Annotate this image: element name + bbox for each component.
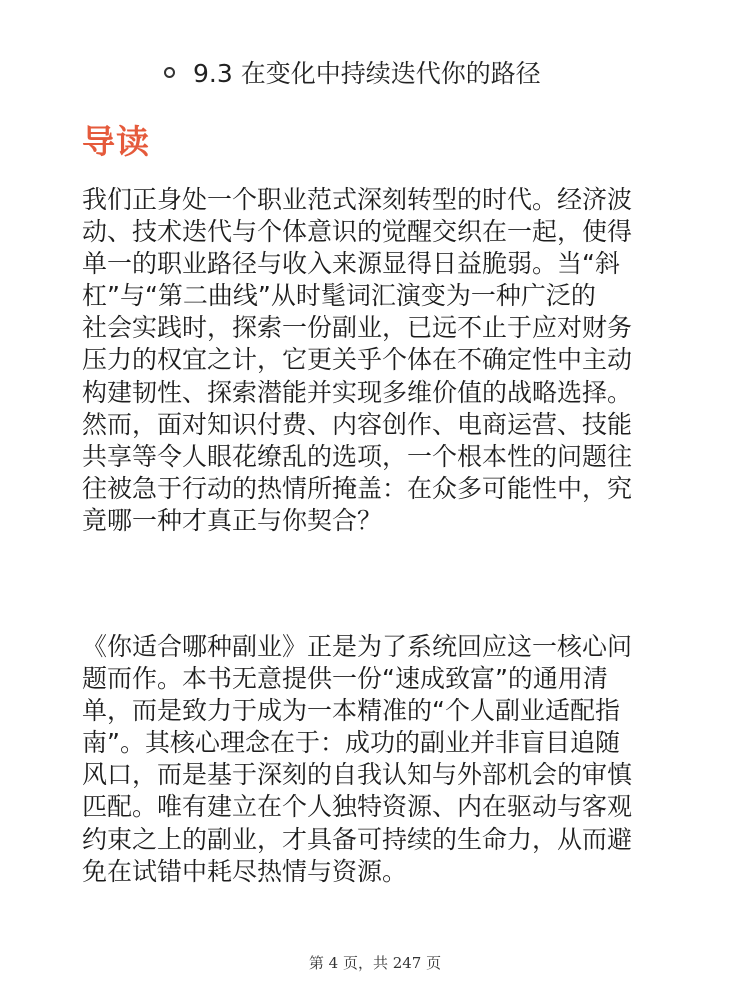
paragraph-line: 免在试错中耗尽热情与资源。 xyxy=(82,856,408,886)
paragraph-line: 构建韧性、探索潜能并实现多维价值的战略选择。 xyxy=(82,377,633,407)
paragraph-line: 风口，而是基于深刻的自我认知与外部机会的审慎 xyxy=(82,760,633,790)
paragraph-line: 杠”与“第二曲线”从时髦词汇演变为一种广泛的 xyxy=(82,281,596,311)
paragraph-line: 动、技术迭代与个体意识的觉醒交织在一起，使得 xyxy=(82,217,633,247)
section-heading: 导读 xyxy=(82,122,150,161)
paragraph-line: 约束之上的副业，才具备可持续的生命力，从而避 xyxy=(82,824,633,854)
paragraph-line: 单一的职业路径与收入来源显得日益脆弱。当“斜 xyxy=(82,249,620,279)
paragraph-line: 我们正身处一个职业范式深刻转型的时代。经济波 xyxy=(82,185,633,214)
toc-item[interactable] xyxy=(164,52,541,92)
paragraph-line: 社会实践时，探索一份副业，已远不止于应对财务 xyxy=(82,313,633,343)
paragraph-line: 往被急于行动的热情所掩盖：在众多可能性中，究 xyxy=(82,473,633,503)
paragraph-line: 《你适合哪种副业》正是为了系统回应这一核心问 xyxy=(82,632,633,661)
paragraph-line: 匹配。唯有建立在个人独特资源、内在驱动与客观 xyxy=(82,792,633,822)
paragraph-2 xyxy=(82,631,692,888)
paragraph-line: 然而，面对知识付费、内容创作、电商运营、技能 xyxy=(82,409,633,439)
paragraph-line: 题而作。本书无意提供一份“速成致富”的通用清 xyxy=(82,664,608,694)
paragraph-line: 压力的权宜之计，它更关乎个体在不确定性中主动 xyxy=(82,345,633,375)
page-number-footer: 第 4 页，共 247 页 xyxy=(308,954,442,972)
paragraph-line: 竟哪一种才真正与你契合？ xyxy=(82,505,383,535)
paragraph-line: 南”。其核心理念在于：成功的副业并非盲目追随 xyxy=(82,728,620,758)
hollow-circle-bullet-icon xyxy=(164,67,175,78)
paragraph-1 xyxy=(82,184,692,537)
paragraph-line: 单，而是致力于成为一本精准的“个人副业适配指 xyxy=(82,696,620,726)
paragraph-line: 共享等令人眼花缭乱的选项，一个根本性的问题往 xyxy=(82,441,633,471)
toc-item-label: 9.3 在变化中持续迭代你的路径 xyxy=(193,59,541,88)
